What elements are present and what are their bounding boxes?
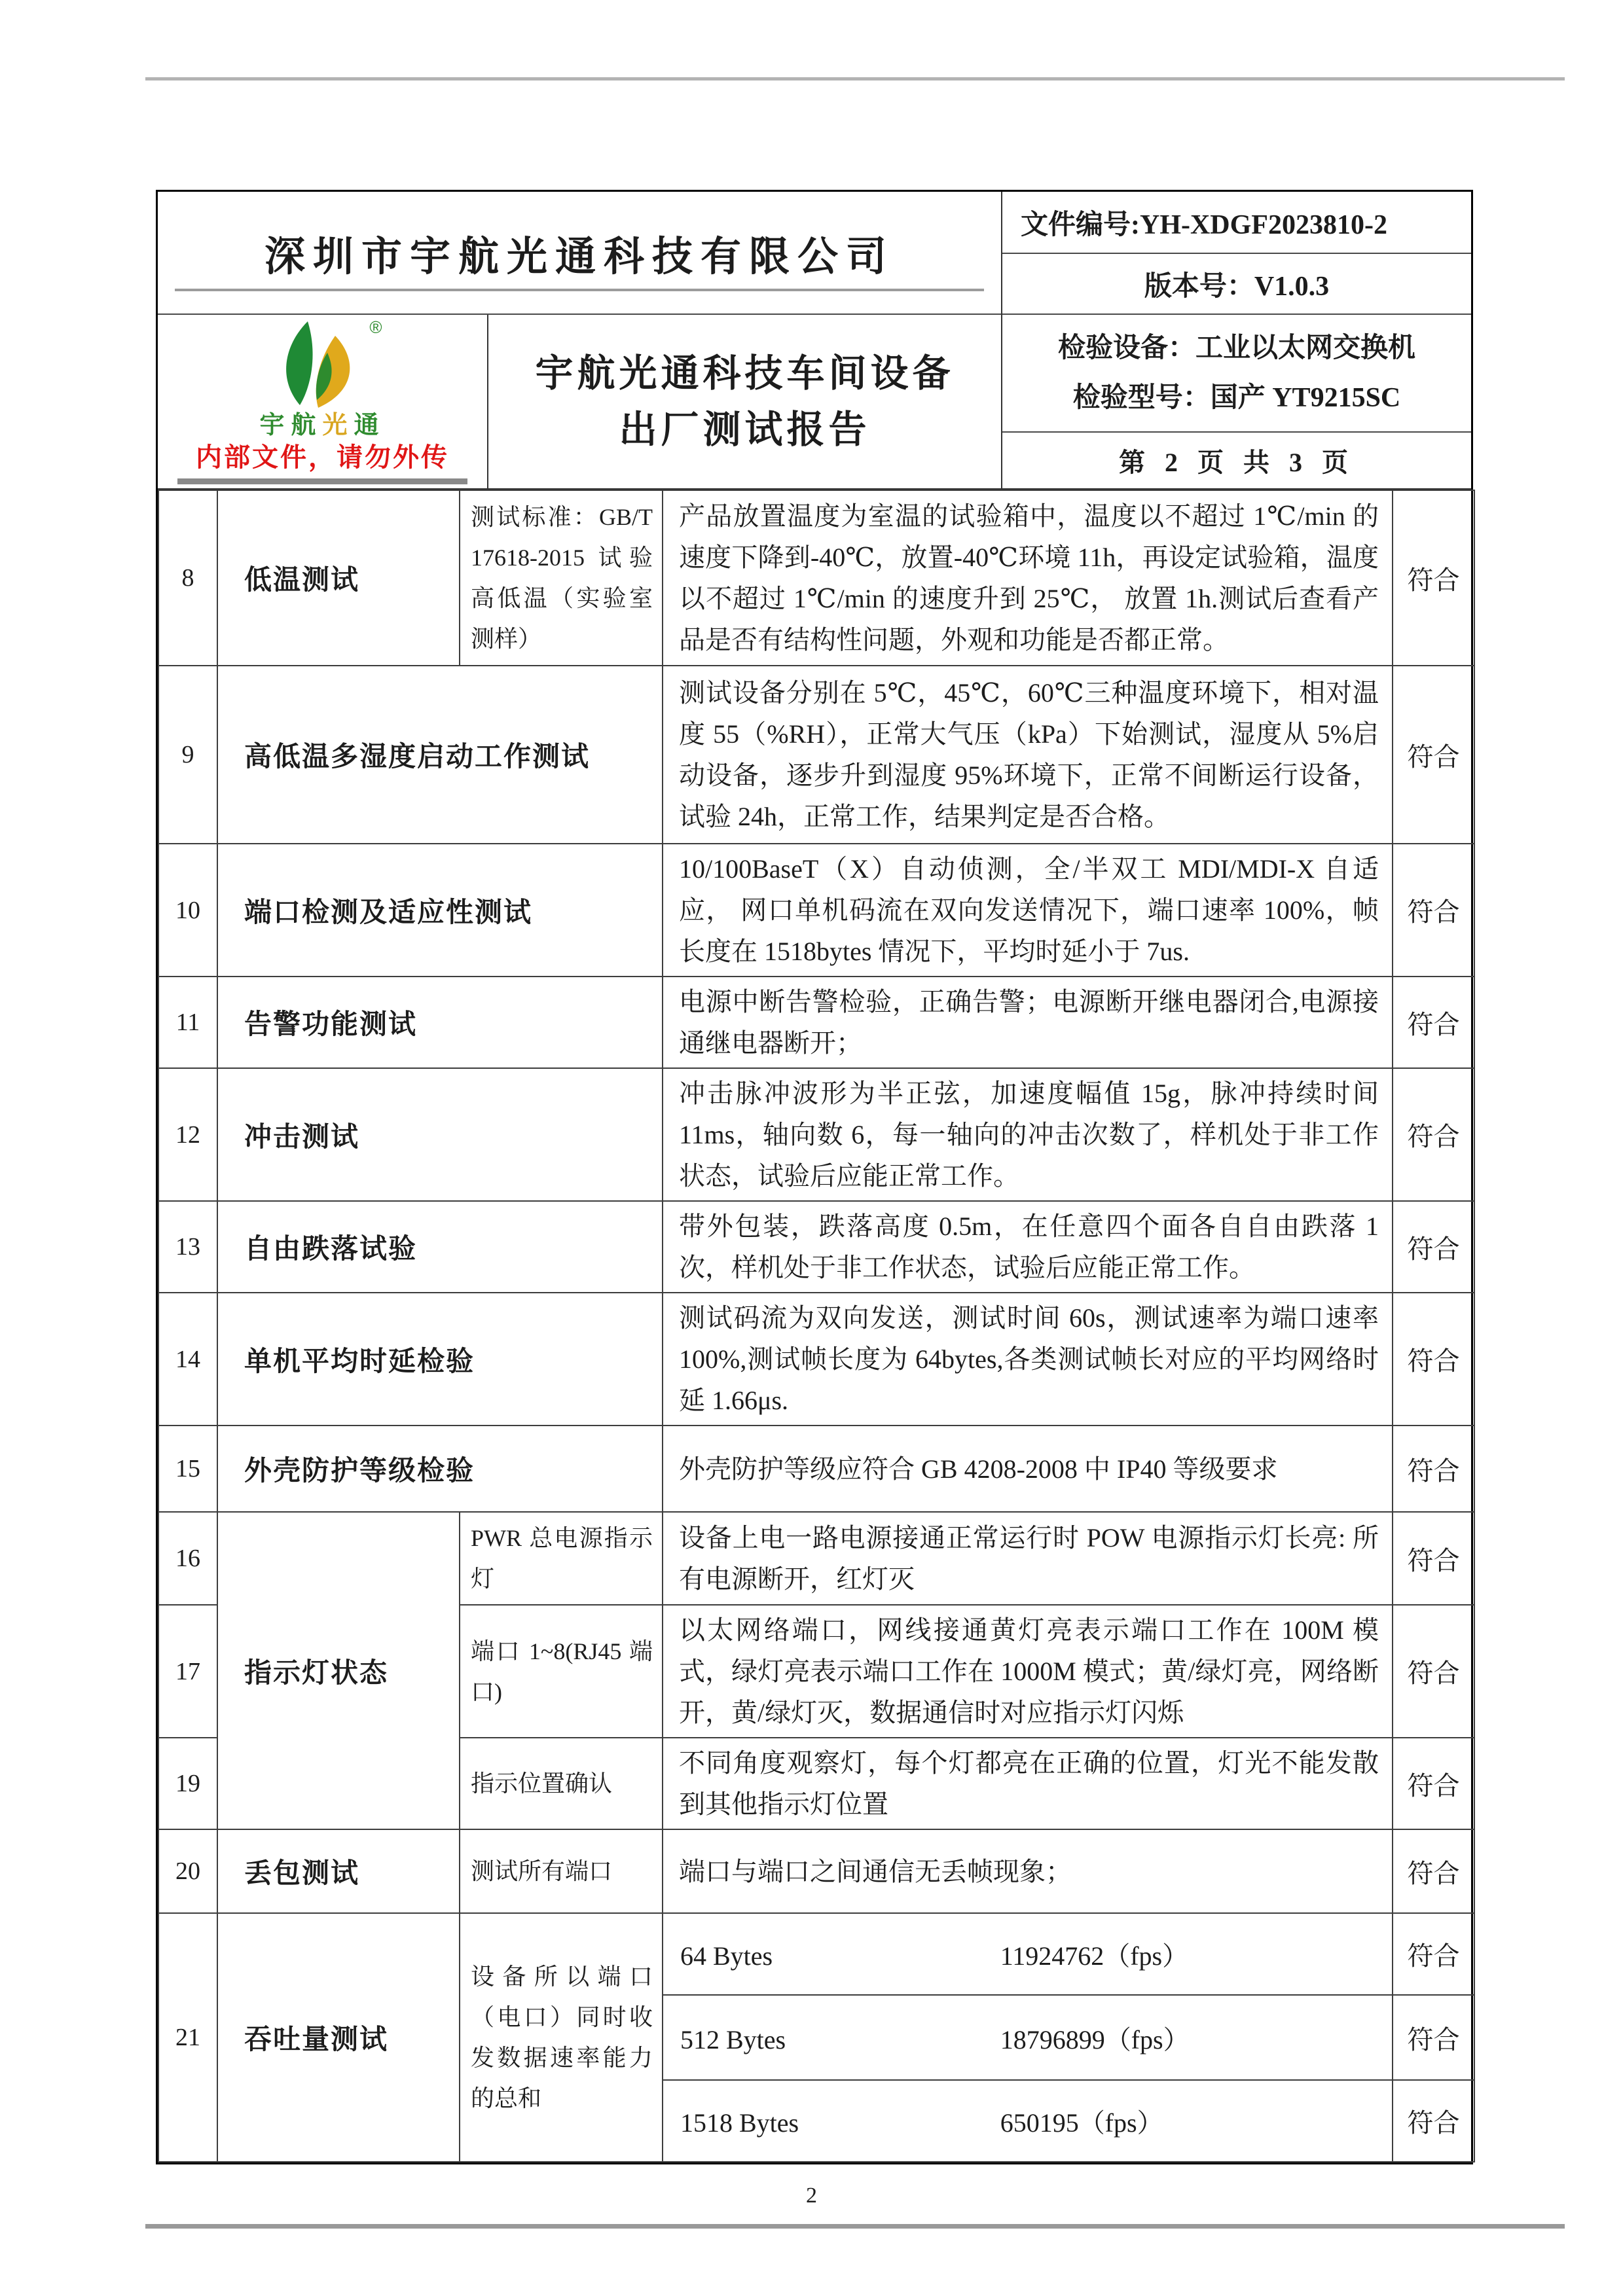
table-row	[158, 1913, 1474, 1995]
frame-size-label: 512 Bytes	[680, 2024, 786, 2054]
report-document-frame	[156, 190, 1473, 2164]
table-row	[158, 1201, 1474, 1293]
test-item-cell: 告警功能测试	[217, 977, 663, 1068]
test-result-cell: 符合	[1393, 1995, 1474, 2080]
test-description-cell: 测试码流为双向发送，测试时间 60s，测试速率为端口速率 100%,测试帧长度为 64bytes,各类测试帧长对应的平均网络时延 1.66μs.	[663, 1293, 1393, 1426]
test-result-cell: 符合	[1393, 1605, 1474, 1738]
throughput-cell	[663, 2080, 1393, 2162]
test-description-cell: 以太网络端口，网线接通黄灯亮表示端口工作在 100M 模式，绿灯亮表示端口工作在 1000M 模式；黄/绿灯亮，网络断开，黄/绿灯灭，数据通信时对应指示灯闪烁	[663, 1605, 1393, 1738]
test-subitem-cell: 设备所以端口（电口）同时收发数据速率能力的总和	[460, 1913, 663, 2162]
report-title-cell	[488, 315, 1001, 488]
header-rule	[145, 77, 1565, 81]
page-info: 第 2 页 共 3 页	[1119, 448, 1355, 477]
test-result-cell: 符合	[1393, 1913, 1474, 1995]
table-row	[158, 666, 1474, 844]
test-result-cell: 符合	[1393, 1829, 1474, 1913]
table-row	[158, 1293, 1474, 1426]
test-subitem-cell: PWR 总电源指示灯	[460, 1512, 663, 1605]
row-number-cell: 13	[158, 1201, 217, 1293]
yuhang-logo-icon	[267, 317, 382, 410]
report-title-line2: 出厂测试报告	[619, 408, 871, 451]
test-result-cell: 符合	[1393, 1426, 1474, 1512]
test-description-cell: 10/100BaseT（X）自动侦测，全/半双工 MDI/MDI-X 自适应， 网口单机码流在双向发送情况下，端口速率 100%，帧长度在 1518bytes 情况下，平均时延小于 7us.	[663, 844, 1393, 977]
throughput-cell	[663, 1913, 1393, 1995]
test-result-cell: 符合	[1393, 1738, 1474, 1829]
logo-word-part1: 宇航	[259, 412, 323, 439]
logo-cell	[158, 315, 488, 488]
throughput-cell	[663, 1995, 1393, 2080]
test-result-cell: 符合	[1393, 490, 1474, 666]
inspection-device: 检验设备：工业以太网交换机	[1057, 333, 1415, 363]
fps-value: 18796899（fps）	[1000, 2024, 1190, 2054]
registered-trademark-icon: ®	[369, 317, 382, 337]
report-title-line1: 宇航光通科技车间设备	[535, 351, 955, 395]
table-row	[158, 1068, 1474, 1201]
doc-version: 版本号：V1.0.3	[1002, 254, 1471, 315]
logo-title-row	[158, 315, 1001, 488]
row-number-cell: 19	[158, 1738, 217, 1829]
inspection-model: 检验型号：国产 YT9215SC	[1072, 383, 1401, 413]
company-underline	[175, 289, 984, 291]
test-subitem-cell: 指示位置确认	[460, 1738, 663, 1829]
test-table-body	[158, 490, 1474, 2162]
row-number-cell: 21	[158, 1913, 217, 2162]
frame-size-label: 1518 Bytes	[680, 2108, 799, 2138]
test-description-cell: 设备上电一路电源接通正常运行时 POW 电源指示灯长亮: 所有电源断开，红灯灭	[663, 1512, 1393, 1605]
test-result-cell: 符合	[1393, 1068, 1474, 1201]
test-item-cell: 冲击测试	[217, 1068, 663, 1201]
company-name: 深圳市宇航光通科技有限公司	[264, 234, 894, 279]
fps-value: 11924762（fps）	[1000, 1941, 1189, 1971]
test-item-cell: 高低温多湿度启动工作测试	[217, 666, 663, 844]
test-item-cell: 吞吐量测试	[217, 1913, 460, 2162]
test-result-cell: 符合	[1393, 1201, 1474, 1293]
table-row	[158, 977, 1474, 1068]
test-item-cell: 端口检测及适应性测试	[217, 844, 663, 977]
test-subitem-cell: 测试标准：GB/T 17618-2015 试验高低温（实验室测样）	[460, 490, 663, 666]
test-description-cell: 外壳防护等级应符合 GB 4208-2008 中 IP40 等级要求	[663, 1426, 1393, 1512]
test-description-cell: 产品放置温度为室温的试验箱中，温度以不超过 1℃/min 的速度下降到-40℃，放置-40℃环境 11h，再设定试验箱，温度以不超过 1℃/min 的速度升到 25℃， 放置 1h.测试后查看产品是否有结构性问题，外观和功能是否都正常。	[663, 490, 1393, 666]
logo-word-part3: 通	[354, 412, 386, 439]
logo-underline-bar	[177, 478, 467, 484]
test-result-cell: 符合	[1393, 1293, 1474, 1426]
row-number-cell: 15	[158, 1426, 217, 1512]
test-item-cell: 低温测试	[217, 490, 460, 666]
row-number-cell: 17	[158, 1605, 217, 1738]
test-result-cell: 符合	[1393, 666, 1474, 844]
logo-wordmark	[259, 410, 385, 440]
test-result-cell: 符合	[1393, 1512, 1474, 1605]
test-item-cell: 自由跌落试验	[217, 1201, 663, 1293]
header-right-block	[1002, 192, 1471, 488]
inspection-info	[1002, 315, 1471, 433]
row-number-cell: 14	[158, 1293, 217, 1426]
test-result-cell: 符合	[1393, 977, 1474, 1068]
test-description-cell: 电源中断告警检验，正确告警；电源断开继电器闭合,电源接通继电器断开；	[663, 977, 1393, 1068]
frame-size-label: 64 Bytes	[680, 1941, 773, 1971]
confidential-notice: 内部文件，请勿外传	[196, 442, 449, 472]
test-description-cell: 不同角度观察灯，每个灯都亮在正确的位置，灯光不能发散到其他指示灯位置	[663, 1738, 1393, 1829]
test-table	[158, 490, 1475, 2162]
row-number-cell: 16	[158, 1512, 217, 1605]
row-number-cell: 20	[158, 1829, 217, 1913]
header-left-block	[158, 192, 1002, 488]
test-item-cell: 指示灯状态	[217, 1512, 460, 1829]
test-result-cell: 符合	[1393, 2080, 1474, 2162]
table-row	[158, 490, 1474, 666]
table-row	[158, 1829, 1474, 1913]
row-number-cell: 9	[158, 666, 217, 844]
test-description-cell: 端口与端口之间通信无丢帧现象；	[663, 1829, 1393, 1913]
test-item-cell: 丢包测试	[217, 1829, 460, 1913]
test-item-cell: 外壳防护等级检验	[217, 1426, 663, 1512]
company-cell	[158, 192, 1001, 315]
row-number-cell: 11	[158, 977, 217, 1068]
footer-rule	[145, 2224, 1565, 2229]
table-row	[158, 1426, 1474, 1512]
fps-value: 650195（fps）	[1000, 2108, 1163, 2138]
row-number-cell: 12	[158, 1068, 217, 1201]
row-number-cell: 10	[158, 844, 217, 977]
report-header	[158, 192, 1471, 490]
table-row	[158, 844, 1474, 977]
logo-word-part2: 光	[322, 412, 354, 439]
test-description-cell: 带外包装，跌落高度 0.5m，在任意四个面各自自由跌落 1 次，样机处于非工作状态，试验后应能正常工作。	[663, 1201, 1393, 1293]
test-subitem-cell: 端口 1~8(RJ45 端口)	[460, 1605, 663, 1738]
row-number-cell: 8	[158, 490, 217, 666]
doc-number: 文件编号:YH-XDGF2023810-2	[1002, 192, 1471, 254]
test-description-cell: 冲击脉冲波形为半正弦，加速度幅值 15g，脉冲持续时间 11ms，轴向数 6，每一轴向的冲击次数了，样机处于非工作状态，试验后应能正常工作。	[663, 1068, 1393, 1201]
test-description-cell: 测试设备分别在 5℃，45℃，60℃三种温度环境下，相对温度 55（%RH），正常大气压（kPa）下始测试，湿度从 5%启动设备，逐步升到湿度 95%环境下，正常不间断运行设备，试验 24h，正常工作，结果判定是否合格。	[663, 666, 1393, 844]
test-result-cell: 符合	[1393, 844, 1474, 977]
table-row	[158, 1512, 1474, 1605]
test-item-cell: 单机平均时延检验	[217, 1293, 663, 1426]
test-subitem-cell: 测试所有端口	[460, 1829, 663, 1913]
page-number: 2	[806, 2183, 817, 2208]
